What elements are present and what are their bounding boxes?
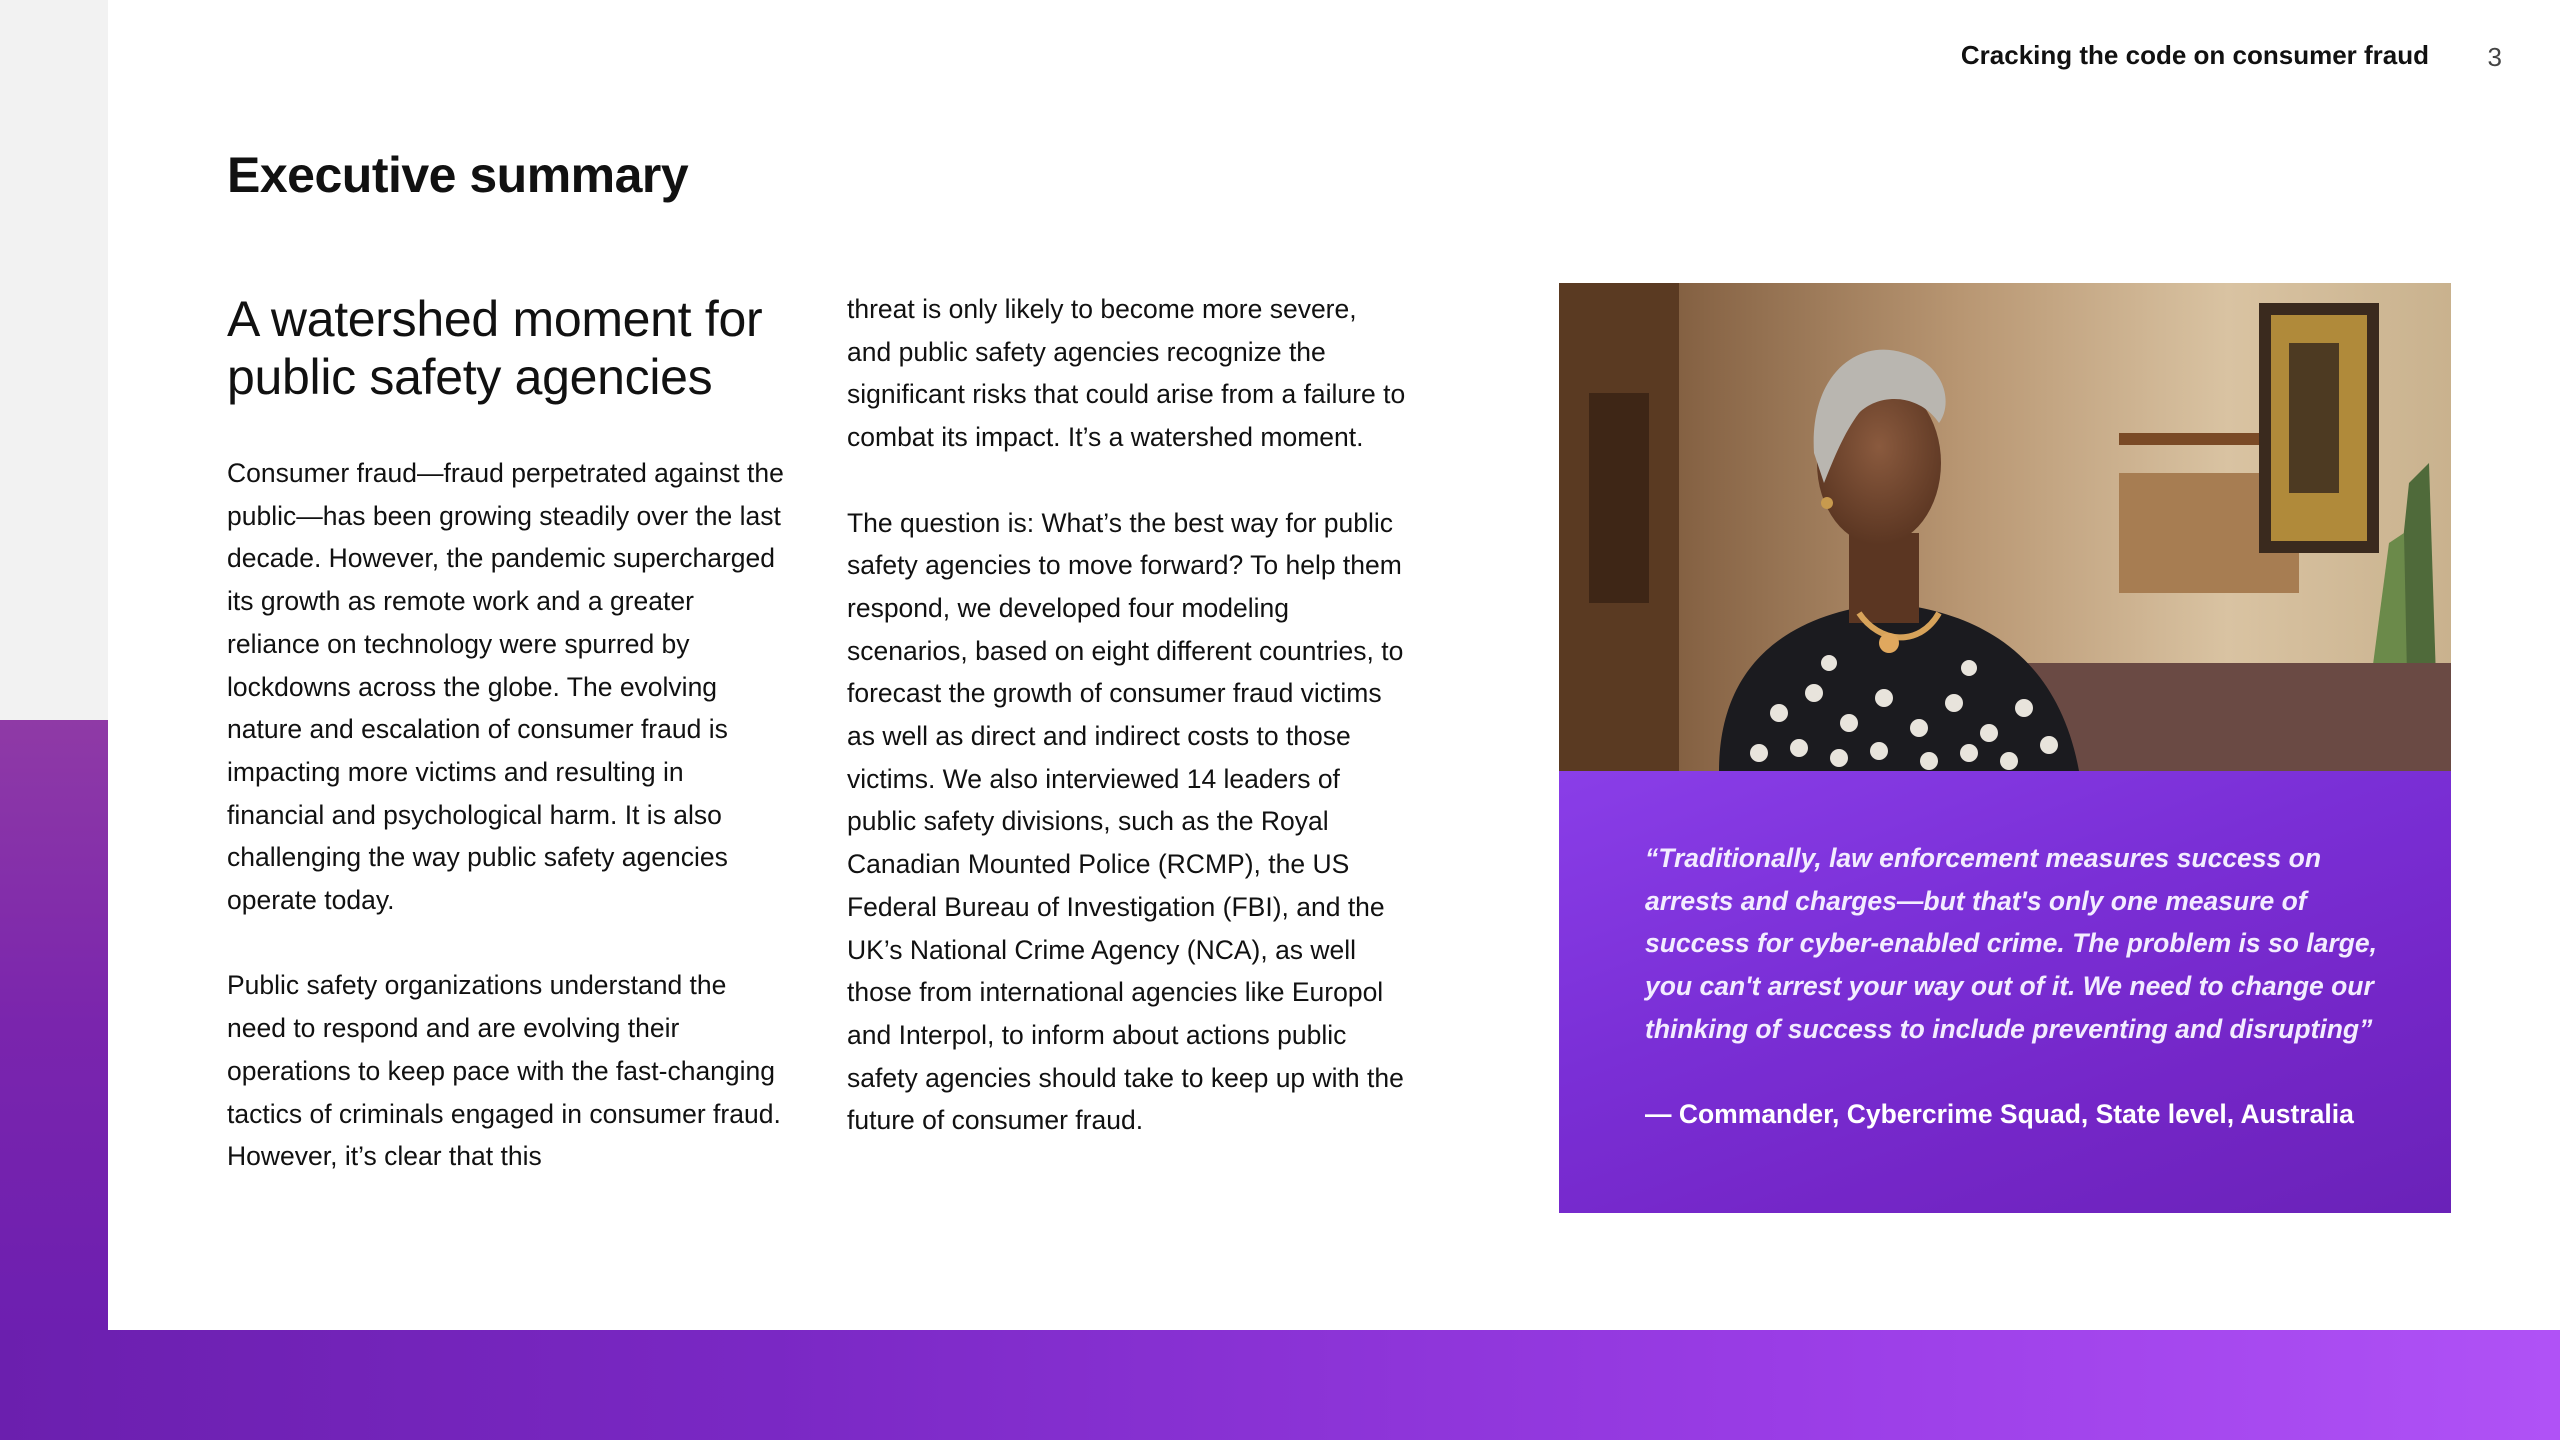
paragraph: The question is: What’s the best way for public safety agencies to move forward? To help them respond, we developed four modeling scenarios, based on eight different countries, to forecast the growth of consumer fraud victims as well as direct and indirect costs to those victims. We also interviewed 14 leaders of public safety divisions, such as the Royal Canadian Mounted Police (RCMP), the US Federal Bureau of Investigation (FBI), and the UK’s National Crime Agency (NCA), as well those from international agencies like Europol and Interpol, to inform about actions public safety agencies should take to keep up with the future of consumer fraud. bbox=[847, 507, 1404, 1136]
paragraph: Public safety organizations understand the need to respond and are evolving their operations to keep pace with the fast-changing tactics of criminals engaged in consumer fraud. However, it’s clear that this bbox=[227, 970, 781, 1172]
left-gray-margin bbox=[0, 0, 108, 720]
article-heading: A watershed moment for public safety agencies bbox=[227, 291, 763, 405]
report-title: Cracking the code on consumer fraud bbox=[1960, 40, 2429, 70]
article-column-1 bbox=[227, 290, 787, 1178]
paragraph: Consumer fraud—fraud perpetrated against the public—has been growing steadily over the last decade. However, the pandemic supercharged its growth as remote work and a greater reliance on technology were spurred by lockdowns across the globe. The evolving nature and escalation of consumer fraud is impacting more victims and resulting in financial and psychological harm. It is also challenging the way public safety agencies operate today. bbox=[227, 458, 784, 916]
quote-callout bbox=[1559, 771, 2451, 1213]
bottom-gradient-band bbox=[0, 1330, 2560, 1440]
left-purple-bar bbox=[0, 720, 108, 1330]
quote-attribution: — Commander, Cybercrime Squad, State level, Australia bbox=[1645, 1098, 2354, 1129]
quote-text: “Traditionally, law enforcement measures success on arrests and charges—but that's only one measure of success for cyber-enabled crime. The problem is so large, you can't arrest your way out of it. We need to change our thinking of success to include preventing and disrupting” bbox=[1645, 843, 2377, 1044]
section-title: Executive summary bbox=[227, 147, 689, 203]
portrait-photo bbox=[1559, 283, 2451, 771]
article-column-2 bbox=[847, 288, 1407, 1142]
portrait-illustration bbox=[1559, 283, 2451, 771]
page-number: 3 bbox=[2487, 42, 2502, 72]
paragraph: threat is only likely to become more severe, and public safety agencies recognize the significant risks that could arise from a failure to combat its impact. It’s a watershed moment. bbox=[847, 294, 1406, 453]
